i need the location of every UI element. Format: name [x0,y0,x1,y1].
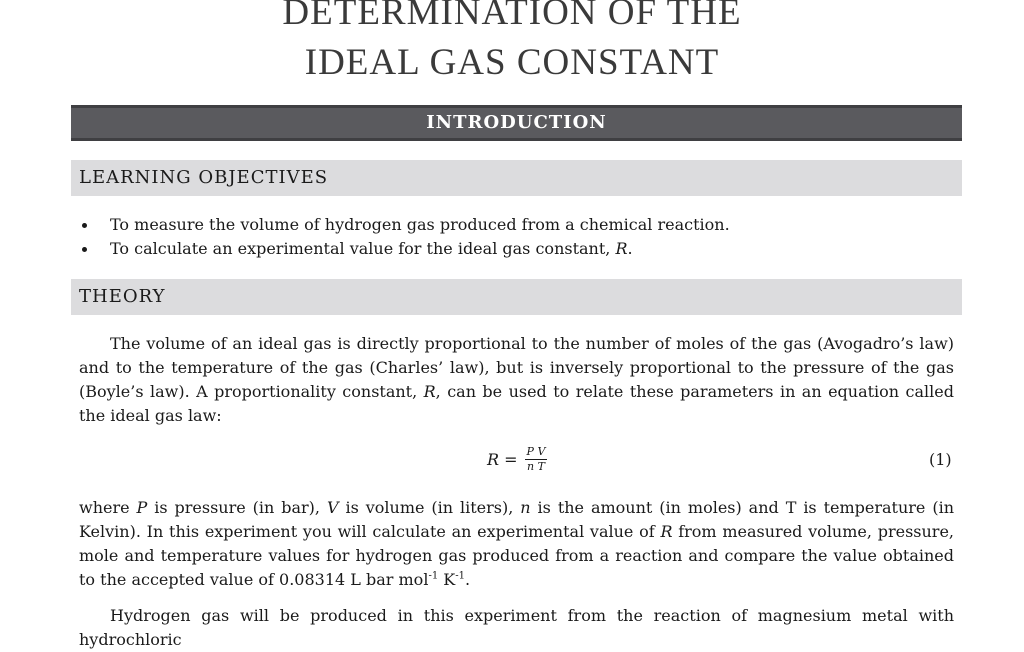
theory-paragraph-3: Hydrogen gas will be produced in this experiment from the reaction of magnesium metal with hydrochloric [79,606,954,649]
objective-text: To measure the volume of hydrogen gas produced from a chemical reaction. [110,215,730,234]
variable-r: R [615,239,628,258]
theory-paragraph-2: where P is pressure (in bar), V is volume (in liters), n is the amount (in moles) and T is temperature (in Kelvin). In this experiment you will calculate an experimental value of R from measured volume, pressure, mole and temperature values for hydrogen gas produced from a reaction and compare the value obtained to the accepted value of 0.08314 L bar mol$^{-1}$ $K^{-1}$. [79,498,955,589]
document-title-line-2: IDEAL GAS CONSTANT [304,42,720,83]
equation-denominator: n T [527,460,545,473]
equation-fraction [525,446,548,473]
objective-item [79,213,730,237]
objective-item [79,237,730,261]
equation-numerator: P V [526,445,546,458]
equation-lhs: R = [487,450,518,469]
equation-number: (1) [929,450,952,469]
introduction-banner: INTRODUCTION [71,105,962,141]
theory-heading: THEORY [71,279,962,315]
document-title-line-1: DETERMINATION OF THE [282,0,742,33]
theory-paragraph-1: The volume of an ideal gas is directly proportional to the number of moles of the gas (Avogadro’s law) and to the temperature of the gas (Charles’ law), but is inversely proportional to the pressure of the gas (Boyle’s law). A proportionality constant, R, can be used to relate these parameters in an equation called the ideal gas law: [79,334,954,425]
learning-objectives-heading: LEARNING OBJECTIVES [71,160,962,196]
ideal-gas-equation [487,446,547,473]
objective-text-end: . [627,239,633,258]
objectives-list [79,213,730,261]
objective-text: To calculate an experimental value for the ideal gas constant, [110,239,616,258]
